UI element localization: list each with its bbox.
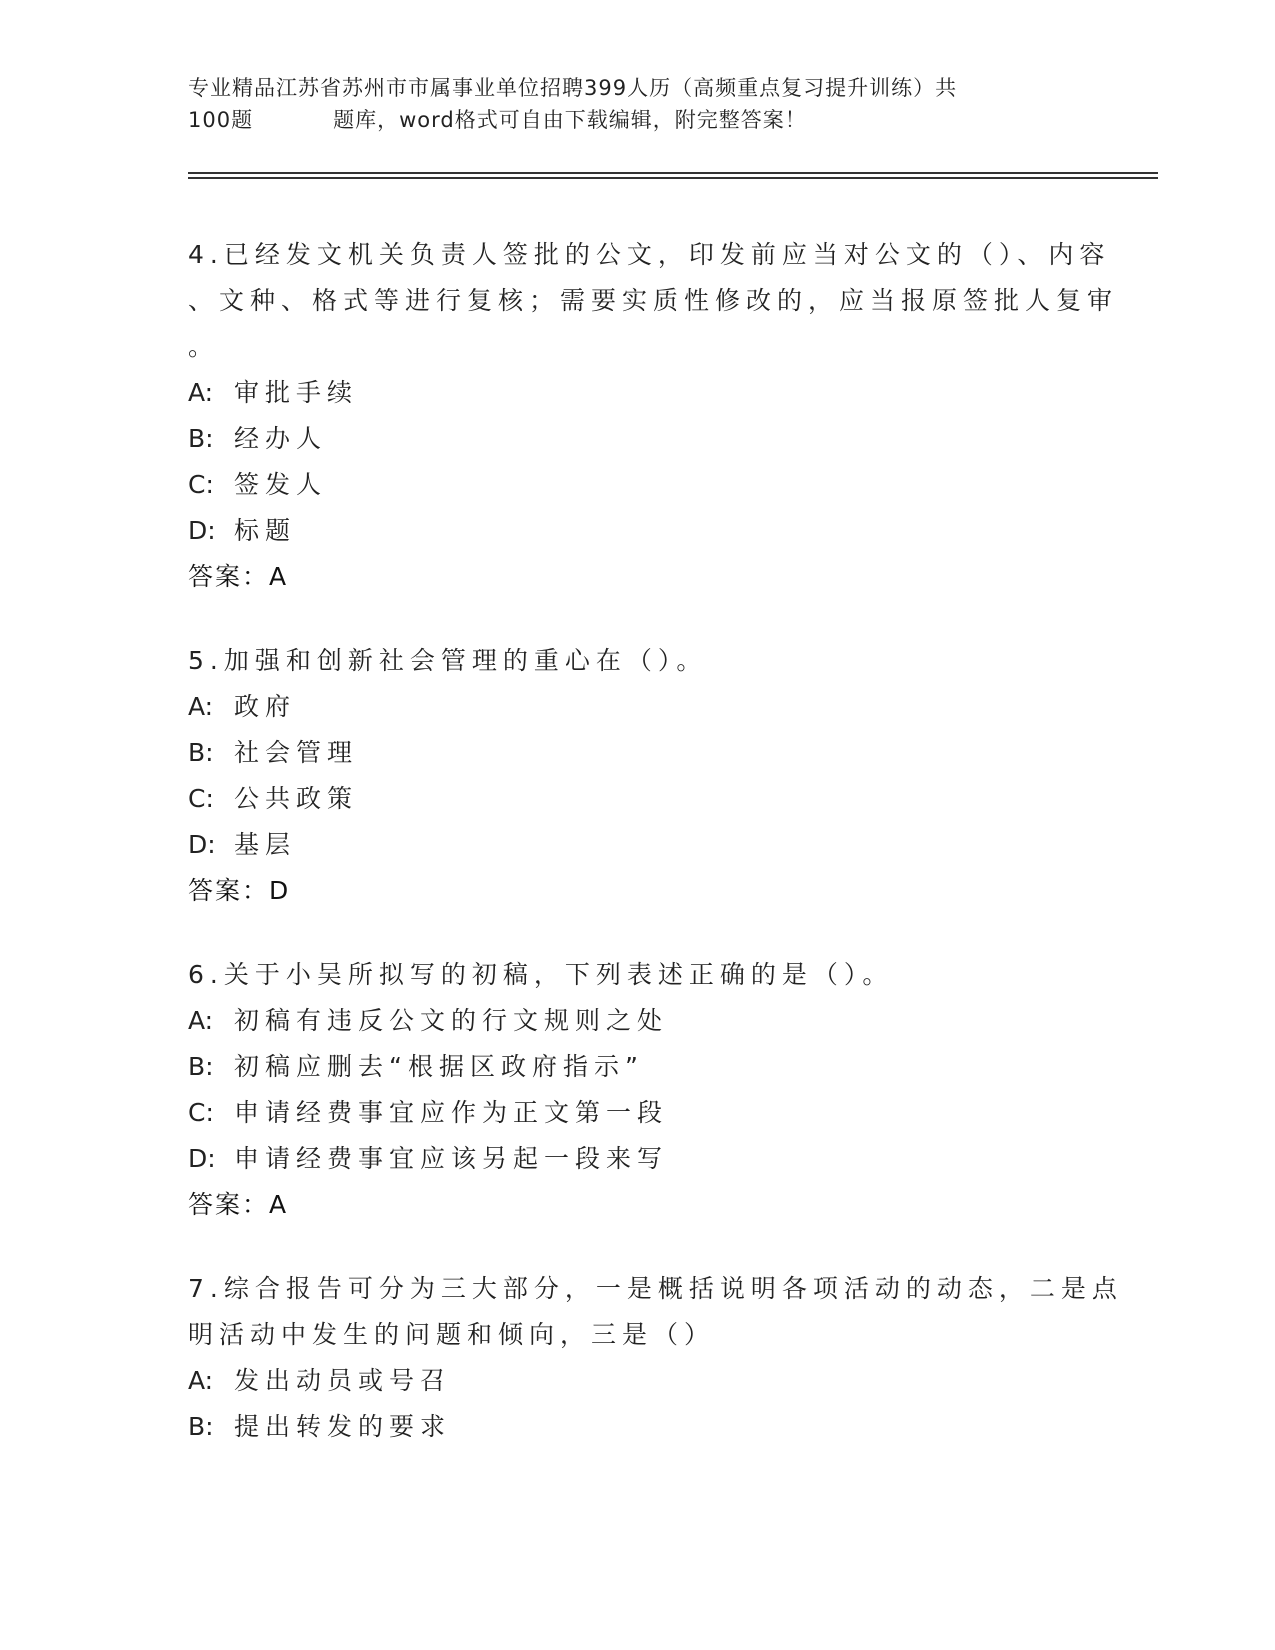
option-text: 经办人: [234, 424, 328, 453]
header-divider-bottom: [188, 177, 1158, 179]
option-text: 公共政策: [234, 784, 359, 813]
question-list: [188, 232, 1123, 1488]
header-divider-top: [188, 172, 1158, 174]
question-6: [188, 952, 1088, 1228]
question-text-line: 7.综合报告可分为三大部分，一是概括说明各项活动的动态，二是点: [188, 1274, 1123, 1303]
option-d: [188, 508, 1088, 554]
header-question-count: 100题: [188, 108, 254, 132]
option-letter: D:: [188, 516, 216, 545]
option-text: 审批手续: [234, 378, 359, 407]
option-text: 标题: [234, 516, 297, 545]
question-text-line: 、文种、格式等进行复核；需要实质性修改的，应当报原签批人复审: [188, 286, 1119, 315]
option-b: [188, 730, 1088, 776]
option-d: [188, 822, 1088, 868]
option-letter: A:: [188, 1366, 214, 1395]
option-b: [188, 416, 1088, 462]
option-b: [188, 1044, 1088, 1090]
option-a: [188, 370, 1088, 416]
header-subtitle: 题库，word格式可自由下载编辑，附完整答案！: [333, 108, 807, 132]
option-letter: C:: [188, 1098, 214, 1127]
option-text: 政府: [234, 692, 297, 721]
question-text-line: 6.关于小吴所拟写的初稿，下列表述正确的是（）。: [188, 960, 894, 989]
option-letter: A:: [188, 378, 214, 407]
option-c: [188, 776, 1088, 822]
question-text-line: 4.已经发文机关负责人签批的公文，印发前应当对公文的（）、内容: [188, 240, 1111, 269]
option-a: [188, 684, 1088, 730]
option-c: [188, 462, 1088, 508]
option-letter: B:: [188, 424, 214, 453]
document-header: [188, 72, 1088, 136]
option-text: 提出转发的要求: [234, 1412, 452, 1441]
option-letter: A:: [188, 1006, 214, 1035]
question-5: [188, 638, 1088, 914]
option-letter: B:: [188, 1052, 214, 1081]
option-letter: B:: [188, 738, 214, 767]
header-title-line-2: [188, 104, 1088, 136]
option-text: 申请经费事宜应作为正文第一段: [234, 1098, 669, 1127]
answer-line: 答案：A: [188, 562, 289, 591]
option-text: 发出动员或号召: [234, 1366, 452, 1395]
option-letter: D:: [188, 1144, 216, 1173]
option-d: [188, 1136, 1088, 1182]
option-letter: C:: [188, 470, 214, 499]
option-text: 社会管理: [234, 738, 359, 767]
question-text-line: 5.加强和创新社会管理的重心在（）。: [188, 646, 708, 675]
answer-line: 答案：A: [188, 1190, 289, 1219]
option-text: 申请经费事宜应该另起一段来写: [234, 1144, 669, 1173]
question-text-line: 明活动中发生的问题和倾向，三是（）: [188, 1320, 716, 1349]
option-letter: B:: [188, 1412, 214, 1441]
question-4: [188, 232, 1119, 600]
header-title-line-1: 专业精品江苏省苏州市市属事业单位招聘399人历（高频重点复习提升训练）共: [188, 76, 958, 100]
option-letter: A:: [188, 692, 214, 721]
question-text-line: 。: [188, 332, 220, 361]
option-text: 初稿应删去“根据区政府指示”: [234, 1052, 644, 1081]
answer-line: 答案：D: [188, 876, 291, 905]
option-text: 签发人: [234, 470, 328, 499]
option-a: [188, 1358, 1088, 1404]
option-a: [188, 998, 1088, 1044]
option-c: [188, 1090, 1088, 1136]
option-letter: D:: [188, 830, 216, 859]
option-text: 基层: [234, 830, 297, 859]
option-b: [188, 1404, 1088, 1450]
option-letter: C:: [188, 784, 214, 813]
option-text: 初稿有违反公文的行文规则之处: [234, 1006, 669, 1035]
question-7: [188, 1266, 1123, 1450]
